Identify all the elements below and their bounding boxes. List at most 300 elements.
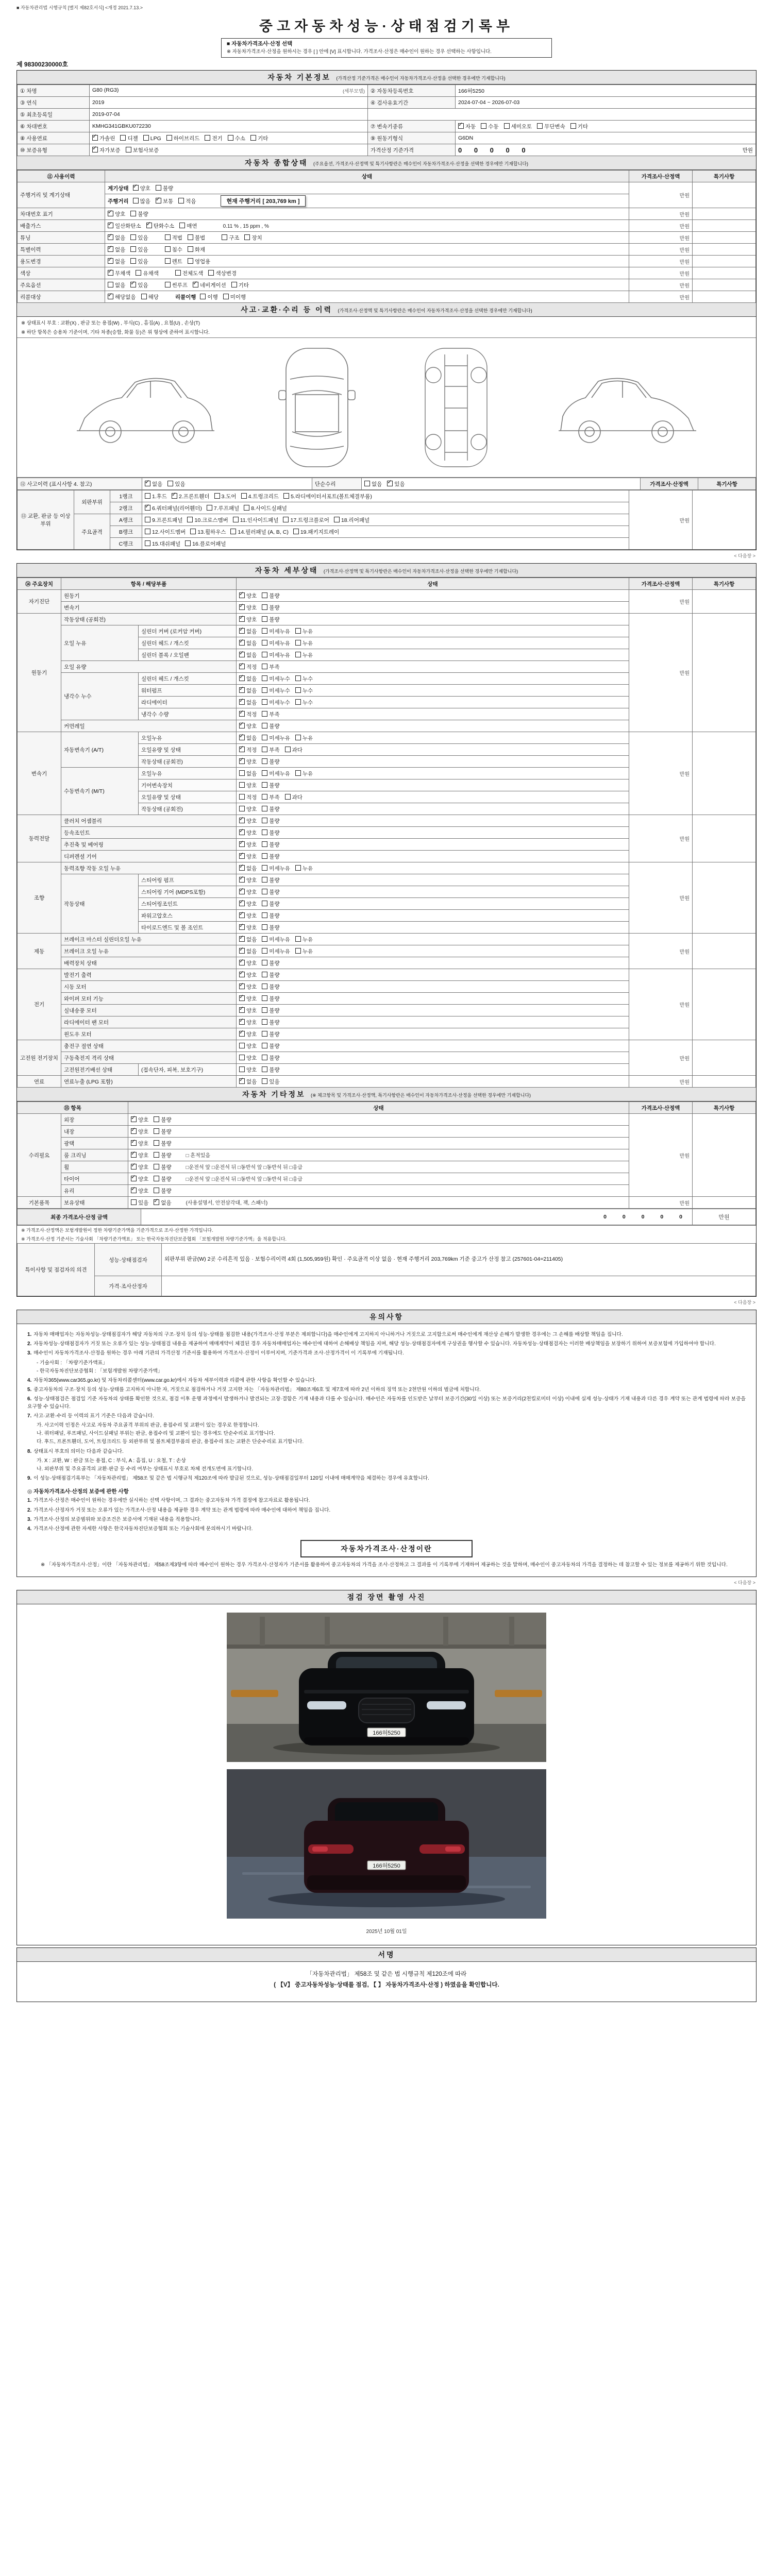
checkbox[interactable]	[154, 1116, 159, 1122]
checkbox[interactable]	[262, 652, 267, 657]
checkbox-option[interactable]	[239, 616, 257, 623]
checkbox-option[interactable]	[239, 793, 257, 801]
checkbox[interactable]	[145, 493, 150, 499]
checkbox-option[interactable]	[154, 1128, 171, 1136]
checkbox[interactable]	[262, 782, 267, 788]
checkbox-option[interactable]	[188, 234, 205, 242]
checked-checkbox[interactable]	[108, 270, 113, 276]
checkbox[interactable]	[130, 211, 136, 216]
checkbox-option[interactable]	[175, 269, 204, 277]
checkbox[interactable]	[143, 135, 149, 141]
checkbox[interactable]	[293, 529, 299, 534]
checked-checkbox[interactable]	[92, 135, 98, 141]
checkbox-option[interactable]	[239, 876, 257, 884]
checked-checkbox[interactable]	[130, 282, 136, 287]
checkbox-option[interactable]	[166, 134, 200, 142]
checkbox[interactable]	[262, 818, 267, 823]
checkbox-option[interactable]	[133, 184, 150, 192]
checkbox[interactable]	[214, 493, 220, 499]
checked-checkbox[interactable]	[458, 123, 464, 129]
checked-checkbox[interactable]	[239, 628, 245, 634]
checkbox-option[interactable]	[108, 258, 125, 265]
checkbox[interactable]	[262, 723, 267, 728]
checkbox-option[interactable]	[262, 604, 279, 612]
checkbox-option[interactable]	[295, 675, 313, 683]
checked-checkbox[interactable]	[239, 1007, 245, 1013]
checkbox[interactable]	[141, 294, 147, 299]
checkbox[interactable]	[262, 972, 267, 977]
checkbox[interactable]	[133, 198, 139, 204]
checkbox[interactable]	[262, 758, 267, 764]
checkbox[interactable]	[262, 770, 267, 776]
checked-checkbox[interactable]	[131, 1176, 137, 1181]
checkbox-option[interactable]	[239, 995, 257, 1003]
checkbox-option[interactable]	[262, 853, 279, 860]
checkbox-option[interactable]	[239, 699, 257, 706]
checkbox-option[interactable]	[145, 516, 182, 524]
checkbox-option[interactable]	[230, 528, 288, 536]
checked-checkbox[interactable]	[172, 493, 177, 499]
checkbox[interactable]	[295, 675, 301, 681]
checkbox-option[interactable]	[228, 134, 245, 142]
checked-checkbox[interactable]	[239, 841, 245, 847]
checkbox[interactable]	[262, 995, 267, 1001]
checkbox[interactable]	[130, 258, 136, 264]
checkbox[interactable]	[262, 735, 267, 740]
checkbox-option[interactable]	[262, 770, 290, 777]
checked-checkbox[interactable]	[131, 1152, 137, 1158]
checkbox[interactable]	[244, 234, 250, 240]
checked-checkbox[interactable]	[239, 652, 245, 657]
checkbox[interactable]	[295, 735, 301, 740]
checkbox[interactable]	[190, 529, 196, 534]
checkbox-option[interactable]	[145, 540, 180, 548]
checkbox-option[interactable]	[262, 746, 279, 754]
checkbox-option[interactable]	[239, 782, 257, 789]
checkbox[interactable]	[285, 794, 291, 800]
checkbox[interactable]	[295, 699, 301, 705]
checked-checkbox[interactable]	[239, 758, 245, 764]
checkbox[interactable]	[239, 1066, 245, 1072]
checked-checkbox[interactable]	[154, 1199, 159, 1205]
checkbox-option[interactable]	[239, 734, 257, 742]
checkbox-option[interactable]	[262, 936, 290, 943]
checkbox[interactable]	[262, 1055, 267, 1060]
checkbox-option[interactable]	[239, 1042, 257, 1050]
checkbox[interactable]	[262, 960, 267, 965]
checkbox-option[interactable]	[262, 793, 279, 801]
checked-checkbox[interactable]	[239, 865, 245, 871]
checkbox[interactable]	[239, 782, 245, 788]
checkbox-option[interactable]	[262, 687, 290, 694]
checked-checkbox[interactable]	[108, 258, 113, 264]
checkbox-option[interactable]	[165, 281, 188, 289]
checked-checkbox[interactable]	[193, 282, 198, 287]
checkbox-option[interactable]	[207, 504, 239, 512]
checkbox-option[interactable]	[295, 770, 313, 777]
checkbox[interactable]	[188, 258, 193, 264]
checkbox[interactable]	[262, 806, 267, 811]
checkbox-option[interactable]	[285, 746, 303, 754]
checkbox-option[interactable]	[262, 782, 279, 789]
checkbox-option[interactable]	[188, 258, 210, 265]
checkbox-option[interactable]	[262, 651, 290, 659]
checkbox[interactable]	[208, 270, 214, 276]
checkbox-option[interactable]	[108, 234, 125, 242]
checkbox[interactable]	[233, 517, 239, 522]
checkbox[interactable]	[262, 901, 267, 906]
checkbox-option[interactable]	[241, 493, 279, 500]
checkbox[interactable]	[239, 770, 245, 776]
checkbox-option[interactable]	[295, 947, 313, 955]
checkbox[interactable]	[154, 1164, 159, 1170]
checkbox-option[interactable]	[239, 639, 257, 647]
checked-checkbox[interactable]	[239, 699, 245, 705]
checkbox-option[interactable]	[283, 516, 329, 524]
checkbox-option[interactable]	[262, 971, 279, 979]
checkbox[interactable]	[262, 664, 267, 669]
checkbox[interactable]	[262, 687, 267, 693]
checkbox[interactable]	[364, 481, 370, 486]
checkbox[interactable]	[504, 123, 510, 129]
checkbox-option[interactable]	[172, 493, 209, 500]
checkbox-option[interactable]	[208, 269, 237, 277]
checkbox[interactable]	[188, 234, 193, 240]
checkbox-option[interactable]	[262, 758, 279, 766]
checked-checkbox[interactable]	[108, 246, 113, 252]
checkbox[interactable]	[120, 135, 126, 141]
checkbox-option[interactable]	[239, 924, 257, 931]
checked-checkbox[interactable]	[239, 747, 245, 752]
checkbox-option[interactable]	[130, 258, 148, 265]
checkbox-option[interactable]	[120, 134, 138, 142]
checkbox[interactable]	[187, 517, 193, 522]
checkbox-option[interactable]	[130, 281, 148, 289]
checkbox-option[interactable]	[262, 912, 279, 920]
checked-checkbox[interactable]	[92, 147, 98, 152]
checkbox[interactable]	[262, 841, 267, 847]
checked-checkbox[interactable]	[131, 1128, 137, 1134]
checkbox-option[interactable]	[108, 293, 136, 301]
checkbox-option[interactable]	[262, 734, 290, 742]
checkbox-option[interactable]	[239, 1078, 257, 1086]
checkbox-option[interactable]	[262, 628, 290, 635]
checkbox-option[interactable]	[154, 1140, 171, 1147]
checkbox[interactable]	[231, 282, 237, 287]
checkbox-option[interactable]	[295, 734, 313, 742]
checkbox-option[interactable]	[239, 817, 257, 825]
checked-checkbox[interactable]	[156, 198, 161, 204]
checked-checkbox[interactable]	[145, 505, 150, 511]
checkbox-option[interactable]	[262, 1078, 279, 1086]
checkbox[interactable]	[130, 246, 136, 252]
checkbox-option[interactable]	[239, 770, 257, 777]
checkbox-option[interactable]	[481, 123, 498, 130]
checkbox[interactable]	[262, 924, 267, 930]
checkbox-option[interactable]	[130, 246, 148, 253]
checkbox[interactable]	[239, 1043, 245, 1048]
checkbox[interactable]	[262, 912, 267, 918]
checkbox-option[interactable]	[262, 616, 279, 623]
checkbox[interactable]	[165, 282, 171, 287]
checked-checkbox[interactable]	[108, 234, 113, 240]
checkbox-option[interactable]	[133, 197, 150, 205]
checkbox-option[interactable]	[239, 1007, 257, 1014]
checked-checkbox[interactable]	[239, 901, 245, 906]
checkbox-option[interactable]	[262, 888, 279, 896]
checked-checkbox[interactable]	[131, 1116, 137, 1122]
checkbox[interactable]	[230, 529, 236, 534]
checkbox[interactable]	[262, 1007, 267, 1013]
checkbox[interactable]	[154, 1140, 159, 1146]
checkbox-option[interactable]	[244, 504, 287, 512]
checkbox-option[interactable]	[295, 628, 313, 635]
checkbox[interactable]	[295, 640, 301, 646]
checkbox-option[interactable]	[262, 1019, 279, 1026]
checkbox-option[interactable]	[145, 528, 186, 536]
checkbox[interactable]	[222, 234, 227, 240]
checkbox[interactable]	[262, 948, 267, 954]
checkbox[interactable]	[262, 889, 267, 894]
checkbox-option[interactable]	[262, 829, 279, 837]
checkbox-option[interactable]	[262, 841, 279, 849]
checkbox-option[interactable]	[239, 722, 257, 730]
checkbox[interactable]	[250, 135, 256, 141]
checkbox-option[interactable]	[262, 699, 290, 706]
checkbox-option[interactable]	[239, 1066, 257, 1074]
checkbox[interactable]	[262, 794, 267, 800]
checked-checkbox[interactable]	[239, 735, 245, 740]
checkbox-option[interactable]	[178, 197, 196, 205]
checkbox[interactable]	[188, 246, 193, 252]
checked-checkbox[interactable]	[239, 723, 245, 728]
checked-checkbox[interactable]	[131, 1188, 137, 1193]
checkbox-option[interactable]	[145, 493, 167, 500]
checkbox-option[interactable]	[239, 983, 257, 991]
checkbox-option[interactable]	[295, 639, 313, 647]
checkbox-option[interactable]	[239, 853, 257, 860]
checked-checkbox[interactable]	[239, 889, 245, 894]
checked-checkbox[interactable]	[239, 829, 245, 835]
checkbox-option[interactable]	[108, 246, 125, 253]
checkbox-option[interactable]	[239, 1019, 257, 1026]
checked-checkbox[interactable]	[239, 711, 245, 717]
checkbox-option[interactable]	[222, 234, 239, 242]
checkbox-option[interactable]	[262, 1007, 279, 1014]
checkbox-option[interactable]	[131, 1128, 148, 1136]
checkbox[interactable]	[165, 246, 171, 252]
checkbox-option[interactable]	[131, 1199, 148, 1207]
checkbox-option[interactable]	[239, 628, 257, 635]
checkbox-option[interactable]	[239, 592, 257, 600]
checkbox[interactable]	[154, 1152, 159, 1158]
checkbox-option[interactable]	[233, 516, 279, 524]
checkbox[interactable]	[223, 294, 229, 299]
checkbox-option[interactable]	[262, 865, 290, 872]
checkbox-option[interactable]	[141, 293, 159, 301]
checkbox-option[interactable]	[185, 540, 226, 548]
checkbox-option[interactable]	[239, 675, 257, 683]
checkbox-option[interactable]	[156, 197, 173, 205]
checkbox[interactable]	[179, 223, 185, 228]
checkbox[interactable]	[154, 1176, 159, 1181]
checkbox[interactable]	[262, 699, 267, 705]
checkbox[interactable]	[262, 936, 267, 942]
checked-checkbox[interactable]	[239, 1078, 245, 1084]
checked-checkbox[interactable]	[239, 818, 245, 823]
checkbox-option[interactable]	[126, 146, 159, 154]
checkbox-option[interactable]	[131, 1151, 148, 1159]
checkbox-option[interactable]	[364, 480, 382, 488]
checkbox-option[interactable]	[239, 900, 257, 908]
checked-checkbox[interactable]	[239, 984, 245, 989]
checkbox-option[interactable]	[293, 528, 339, 536]
checkbox-option[interactable]	[154, 1199, 171, 1207]
checkbox[interactable]	[262, 1066, 267, 1072]
checkbox[interactable]	[108, 282, 113, 287]
checkbox[interactable]	[262, 853, 267, 859]
checkbox-option[interactable]	[537, 123, 565, 130]
checkbox-option[interactable]	[262, 995, 279, 1003]
checkbox[interactable]	[185, 540, 191, 546]
checkbox-option[interactable]	[190, 528, 226, 536]
checkbox-option[interactable]	[262, 947, 290, 955]
checkbox[interactable]	[283, 493, 289, 499]
checkbox-option[interactable]	[262, 805, 279, 813]
checked-checkbox[interactable]	[108, 211, 113, 216]
checkbox-option[interactable]	[92, 134, 115, 142]
checkbox-option[interactable]	[295, 687, 313, 694]
checkbox-option[interactable]	[167, 480, 185, 488]
checkbox[interactable]	[262, 1019, 267, 1025]
checked-checkbox[interactable]	[387, 481, 393, 486]
checkbox-option[interactable]	[262, 1054, 279, 1062]
checkbox-option[interactable]	[262, 663, 279, 671]
checkbox-option[interactable]	[239, 947, 257, 955]
checkbox-option[interactable]	[262, 924, 279, 931]
checkbox[interactable]	[283, 517, 289, 522]
checkbox[interactable]	[262, 592, 267, 598]
checkbox[interactable]	[262, 1043, 267, 1048]
checkbox-option[interactable]	[239, 687, 257, 694]
checkbox[interactable]	[262, 675, 267, 681]
checked-checkbox[interactable]	[239, 912, 245, 918]
checkbox-option[interactable]	[156, 184, 173, 192]
checked-checkbox[interactable]	[239, 604, 245, 610]
checkbox-option[interactable]	[239, 1054, 257, 1062]
checkbox-option[interactable]	[131, 1187, 148, 1195]
checkbox-option[interactable]	[200, 293, 217, 301]
checkbox[interactable]	[200, 294, 206, 299]
checkbox[interactable]	[154, 1188, 159, 1193]
checkbox[interactable]	[156, 185, 161, 191]
checkbox-option[interactable]	[387, 480, 405, 488]
checkbox[interactable]	[205, 135, 210, 141]
checkbox-option[interactable]	[283, 493, 372, 500]
checkbox[interactable]	[262, 984, 267, 989]
checkbox-option[interactable]	[231, 281, 249, 289]
checked-checkbox[interactable]	[239, 1031, 245, 1037]
checked-checkbox[interactable]	[239, 972, 245, 977]
checkbox[interactable]	[295, 652, 301, 657]
checkbox-option[interactable]	[239, 746, 257, 754]
checkbox-option[interactable]	[295, 651, 313, 659]
checkbox[interactable]	[239, 1055, 245, 1060]
checkbox-option[interactable]	[239, 651, 257, 659]
checkbox-option[interactable]	[239, 936, 257, 943]
checkbox[interactable]	[136, 270, 141, 276]
checkbox[interactable]	[262, 747, 267, 752]
checkbox[interactable]	[262, 1078, 267, 1084]
checked-checkbox[interactable]	[239, 616, 245, 622]
checkbox[interactable]	[126, 147, 131, 152]
checkbox-option[interactable]	[165, 234, 182, 242]
checkbox-option[interactable]	[143, 134, 161, 142]
checkbox-option[interactable]	[130, 210, 148, 218]
checkbox-option[interactable]	[92, 146, 121, 154]
checkbox-option[interactable]	[154, 1151, 171, 1159]
checkbox-option[interactable]	[239, 710, 257, 718]
checkbox[interactable]	[262, 628, 267, 634]
checkbox[interactable]	[207, 505, 212, 511]
checkbox[interactable]	[570, 123, 576, 129]
checkbox-option[interactable]	[250, 134, 268, 142]
checkbox[interactable]	[130, 234, 136, 240]
checkbox-option[interactable]	[154, 1116, 171, 1124]
checkbox-option[interactable]	[239, 971, 257, 979]
checked-checkbox[interactable]	[239, 687, 245, 693]
checkbox-option[interactable]	[295, 699, 313, 706]
checkbox-option[interactable]	[131, 1163, 148, 1171]
checkbox-option[interactable]	[131, 1175, 148, 1183]
checkbox-option[interactable]	[239, 912, 257, 920]
checked-checkbox[interactable]	[108, 294, 113, 299]
checkbox-option[interactable]	[295, 936, 313, 943]
checkbox[interactable]	[262, 865, 267, 871]
checkbox[interactable]	[262, 640, 267, 646]
checked-checkbox[interactable]	[239, 960, 245, 965]
checkbox-option[interactable]	[239, 805, 257, 813]
checkbox-option[interactable]	[239, 663, 257, 671]
checkbox-option[interactable]	[187, 516, 228, 524]
checkbox-option[interactable]	[131, 1116, 148, 1124]
checkbox-option[interactable]	[239, 888, 257, 896]
checkbox[interactable]	[244, 505, 249, 511]
checkbox[interactable]	[228, 135, 233, 141]
checkbox-option[interactable]	[108, 210, 125, 218]
checkbox-option[interactable]	[262, 876, 279, 884]
checkbox-option[interactable]	[165, 258, 182, 265]
checked-checkbox[interactable]	[239, 640, 245, 646]
checkbox[interactable]	[262, 1031, 267, 1037]
checked-checkbox[interactable]	[131, 1140, 137, 1146]
checked-checkbox[interactable]	[239, 877, 245, 883]
checkbox-option[interactable]	[262, 1066, 279, 1074]
checkbox[interactable]	[239, 806, 245, 811]
checked-checkbox[interactable]	[239, 592, 245, 598]
checkbox-option[interactable]	[165, 246, 182, 253]
checkbox-option[interactable]	[262, 722, 279, 730]
checkbox[interactable]	[178, 198, 184, 204]
checkbox-option[interactable]	[262, 710, 279, 718]
checkbox-option[interactable]	[108, 281, 125, 289]
checkbox-option[interactable]	[262, 817, 279, 825]
checkbox[interactable]	[175, 270, 181, 276]
checkbox-option[interactable]	[244, 234, 262, 242]
checkbox-option[interactable]	[130, 234, 148, 242]
checkbox-option[interactable]	[504, 123, 532, 130]
checked-checkbox[interactable]	[239, 936, 245, 942]
